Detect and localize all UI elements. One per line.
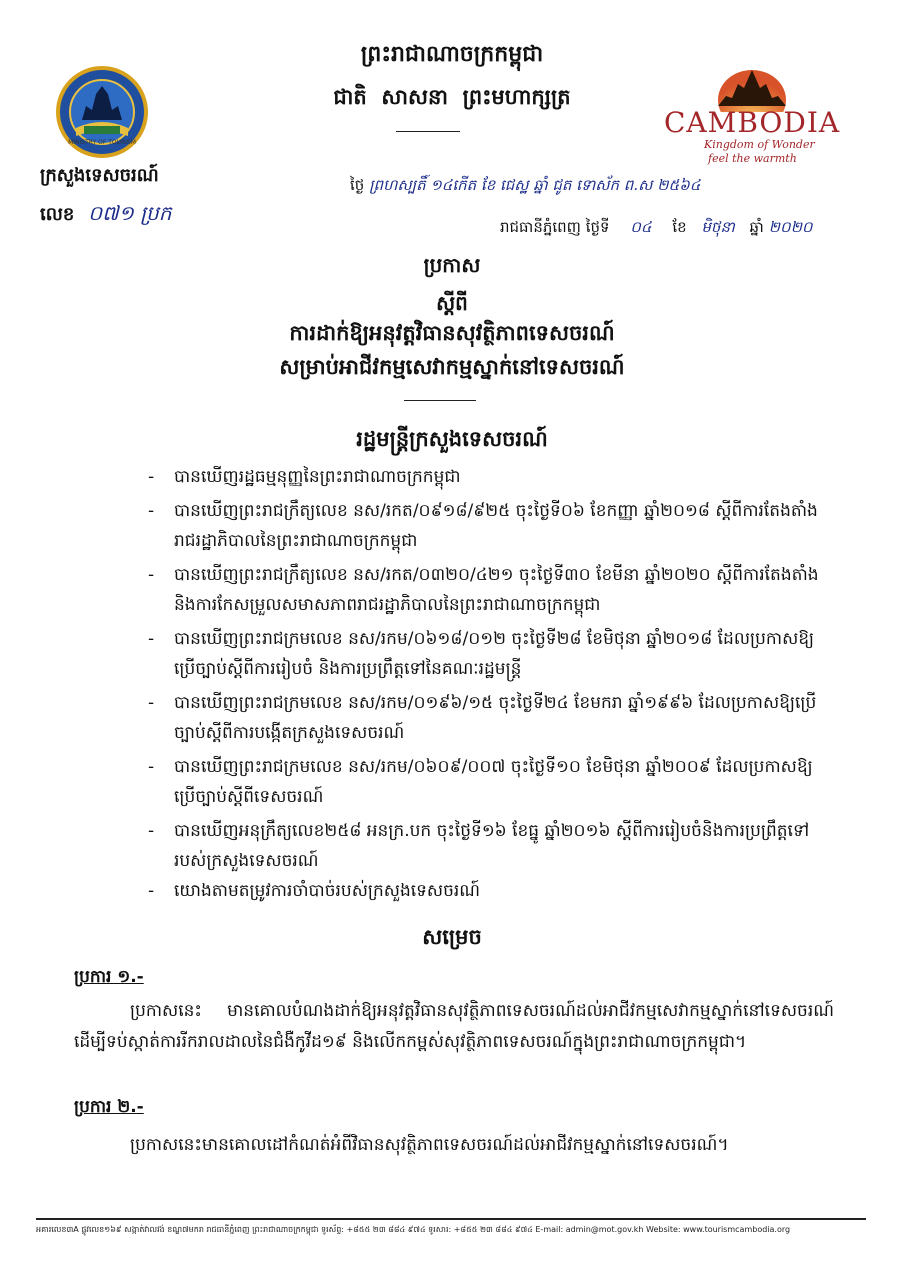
bullet-dash: - bbox=[148, 693, 155, 713]
preamble-item bbox=[148, 560, 828, 622]
place-month-label: ខែ bbox=[672, 218, 687, 236]
preamble-text: បានឃើញព្រះរាជក្រឹត្យលេខ នស/រកត/០៩១៨/៩២៥ ចុះថ្ងៃទី០៦ ខែកញ្ញា ឆ្នាំ២០១៨ ស្តីពីការតែងតាំងរាជរដ្ឋាភិបាលនៃព្រះរាជាណាចក្រកម្ពុជា bbox=[174, 501, 818, 551]
brand-slogan: feel the warmth bbox=[708, 152, 797, 165]
place-month: មិថុនា bbox=[701, 218, 735, 236]
preamble-text: បានឃើញព្រះរាជក្រឹត្យលេខ នស/រកត/០៣២០/៤២១ ចុះថ្ងៃទី៣០ ខែមីនា ឆ្នាំ២០២០ ស្តីពីការតែងតាំង និងការកែសម្រួលសមាសភាពរាជរដ្ឋាភិបាលនៃព្រះរាជាណាចក្រកម្ពុជា bbox=[174, 565, 819, 615]
authority-heading: រដ្ឋមន្ត្រីក្រសួងទេសចរណ៍ bbox=[356, 427, 548, 451]
sunset-temple-icon bbox=[664, 60, 840, 112]
doc-type: ប្រកាស bbox=[423, 253, 481, 277]
ministry-seal-caption: MINISTRY OF TOURISM bbox=[68, 139, 136, 146]
article-2-body: ប្រកាសនេះមានគោលដៅកំណត់អំពីវិធានសុវត្ថិភាពទេសចរណ៍ដល់អាជីវកម្មស្នាក់នៅទេសចរណ៍។ bbox=[130, 1135, 729, 1155]
footer-divider bbox=[36, 1218, 866, 1220]
preamble-text: បានឃើញអនុក្រឹត្យលេខ២៥៨ អនក្រ.បក ចុះថ្ងៃទី១៦ ខែធ្នូ ឆ្នាំ២០១៦ ស្តីពីការរៀបចំនិងការប្រព្រឹត្តទៅរបស់ក្រសួងទេសចរណ៍ bbox=[174, 821, 810, 871]
place-year-label: ឆ្នាំ bbox=[749, 218, 764, 236]
bullet-dash: - bbox=[148, 629, 155, 649]
preamble-text: បានឃើញរដ្ឋធម្មនុញ្ញនៃព្រះរាជាណាចក្រកម្ពុជា bbox=[174, 467, 461, 487]
decision-heading: សម្រេច bbox=[422, 925, 482, 949]
brand-name: CAMBODIA bbox=[664, 106, 841, 139]
bullet-dash: - bbox=[148, 501, 155, 521]
number-value: ០៧១ ប្រក bbox=[88, 201, 172, 225]
lunar-date-label: ថ្ងៃ bbox=[350, 176, 365, 194]
bullet-dash: - bbox=[148, 467, 155, 487]
national-motto: ជាតិ សាសនា ព្រះមហាក្សត្រ bbox=[333, 85, 571, 109]
place-day: ០៤ bbox=[630, 218, 652, 236]
footer-address: អគារលេខ៣A ផ្លូវលេខ១៦៩ សង្កាត់វាលវង់ ខណ្ឌ៧មករា រាជធានីភ្នំពេញ ព្រះរាជាណាចក្រកម្ពុជា ទូរស័ព្ទ: +៨៥៥ ២៣ ៨៨៤ ៩៧៤ ទូរសារ: +៨៥៥ ២៣ ៨៨៤ ៩៧៤ E-mail: admin@mot.gov.kh Website: www.tourismcambodia.org bbox=[36, 1225, 791, 1234]
article-2-label: ប្រការ ២.- bbox=[74, 1097, 144, 1117]
preamble-text: យោងតាមតម្រូវការចាំបាច់របស់ក្រសួងទេសចរណ៍ bbox=[174, 881, 481, 901]
preamble-text: បានឃើញព្រះរាជក្រមលេខ នស/រកម/០៦០៩/០០៧ ចុះថ្ងៃទី១០ ខែមិថុនា ឆ្នាំ២០០៩ ដែលប្រកាសឱ្យប្រើច្បាប់ស្តីពីទេសចរណ៍ bbox=[174, 757, 813, 807]
bullet-dash: - bbox=[148, 757, 155, 777]
article-1-label: ប្រការ ១.- bbox=[74, 967, 144, 987]
preamble-text: បានឃើញព្រះរាជក្រមលេខ នស/រកម/០១៩៦/១៥ ចុះថ្ងៃទី២៤ ខែមករា ឆ្នាំ១៩៩៦ ដែលប្រកាសឱ្យប្រើច្បាប់ស្តីពីការបង្កើតក្រសួងទេសចរណ៍ bbox=[174, 693, 817, 743]
brand-tagline: Kingdom of Wonder bbox=[704, 138, 815, 151]
doc-title-line2: សម្រាប់អាជីវកម្មសេវាកម្មស្នាក់នៅទេសចរណ៍ bbox=[279, 355, 625, 379]
preamble-item bbox=[148, 496, 828, 558]
article-1-body: ប្រកាសនេះ មានគោលបំណងដាក់ឱ្យអនុវត្តវិធានសុវត្ថិភាពទេសចរណ៍ដល់អាជីវកម្មសេវាកម្មស្នាក់នៅទេសចរណ៍ ដើម្បីទប់ស្កាត់ការរីករាលដាលនៃជំងឺកូវីដ១៩ និងលើកកម្ពស់សុវត្ថិភាពទេសចរណ៍ក្នុងព្រះរាជាណាចក្រកម្ពុជា។ bbox=[74, 1001, 834, 1052]
bullet-dash: - bbox=[148, 881, 155, 901]
preamble-item bbox=[148, 876, 828, 906]
title-divider bbox=[404, 400, 476, 401]
place-date-label: រាជធានីភ្នំពេញ ថ្ងៃទី bbox=[500, 218, 610, 236]
number-label: លេខ bbox=[40, 204, 75, 225]
doc-about: ស្តីពី bbox=[436, 291, 468, 315]
lunar-date bbox=[350, 176, 700, 198]
kingdom-heading: ព្រះរាជាណាចក្រកម្ពុជា bbox=[360, 42, 544, 67]
cambodia-brand-logo bbox=[664, 60, 840, 170]
preamble-item bbox=[148, 816, 828, 878]
preamble-text: បានឃើញព្រះរាជក្រមលេខ នស/រកម/០៦១៨/០១២ ចុះថ្ងៃទី២៨ ខែមិថុនា ឆ្នាំ២០១៨ ដែលប្រកាសឱ្យប្រើច្បាប់ស្តីពីការរៀបចំ និងការប្រព្រឹត្តទៅនៃគណៈរដ្ឋមន្ត្រី bbox=[174, 629, 815, 679]
preamble-item bbox=[148, 462, 828, 492]
bullet-dash: - bbox=[148, 821, 155, 841]
bullet-dash: - bbox=[148, 565, 155, 585]
place-year: ២០២០ bbox=[768, 218, 813, 236]
place-date bbox=[500, 218, 813, 240]
preamble-item bbox=[148, 752, 828, 814]
preamble-item bbox=[148, 624, 828, 686]
document-number bbox=[40, 200, 171, 230]
lunar-date-value: ព្រហស្បតិ៍ ១៤កើត ខែ ជេស្ឋ ឆ្នាំ ជូត ទោស័ក ព.ស ២៥៦៤ bbox=[369, 176, 701, 194]
motto-divider bbox=[396, 131, 460, 132]
preamble-item bbox=[148, 688, 828, 750]
ministry-name: ក្រសួងទេសចរណ៍ bbox=[40, 165, 159, 186]
doc-title-line1: ការដាក់ឱ្យអនុវត្តវិធានសុវត្ថិភាពទេសចរណ៍ bbox=[289, 321, 615, 345]
